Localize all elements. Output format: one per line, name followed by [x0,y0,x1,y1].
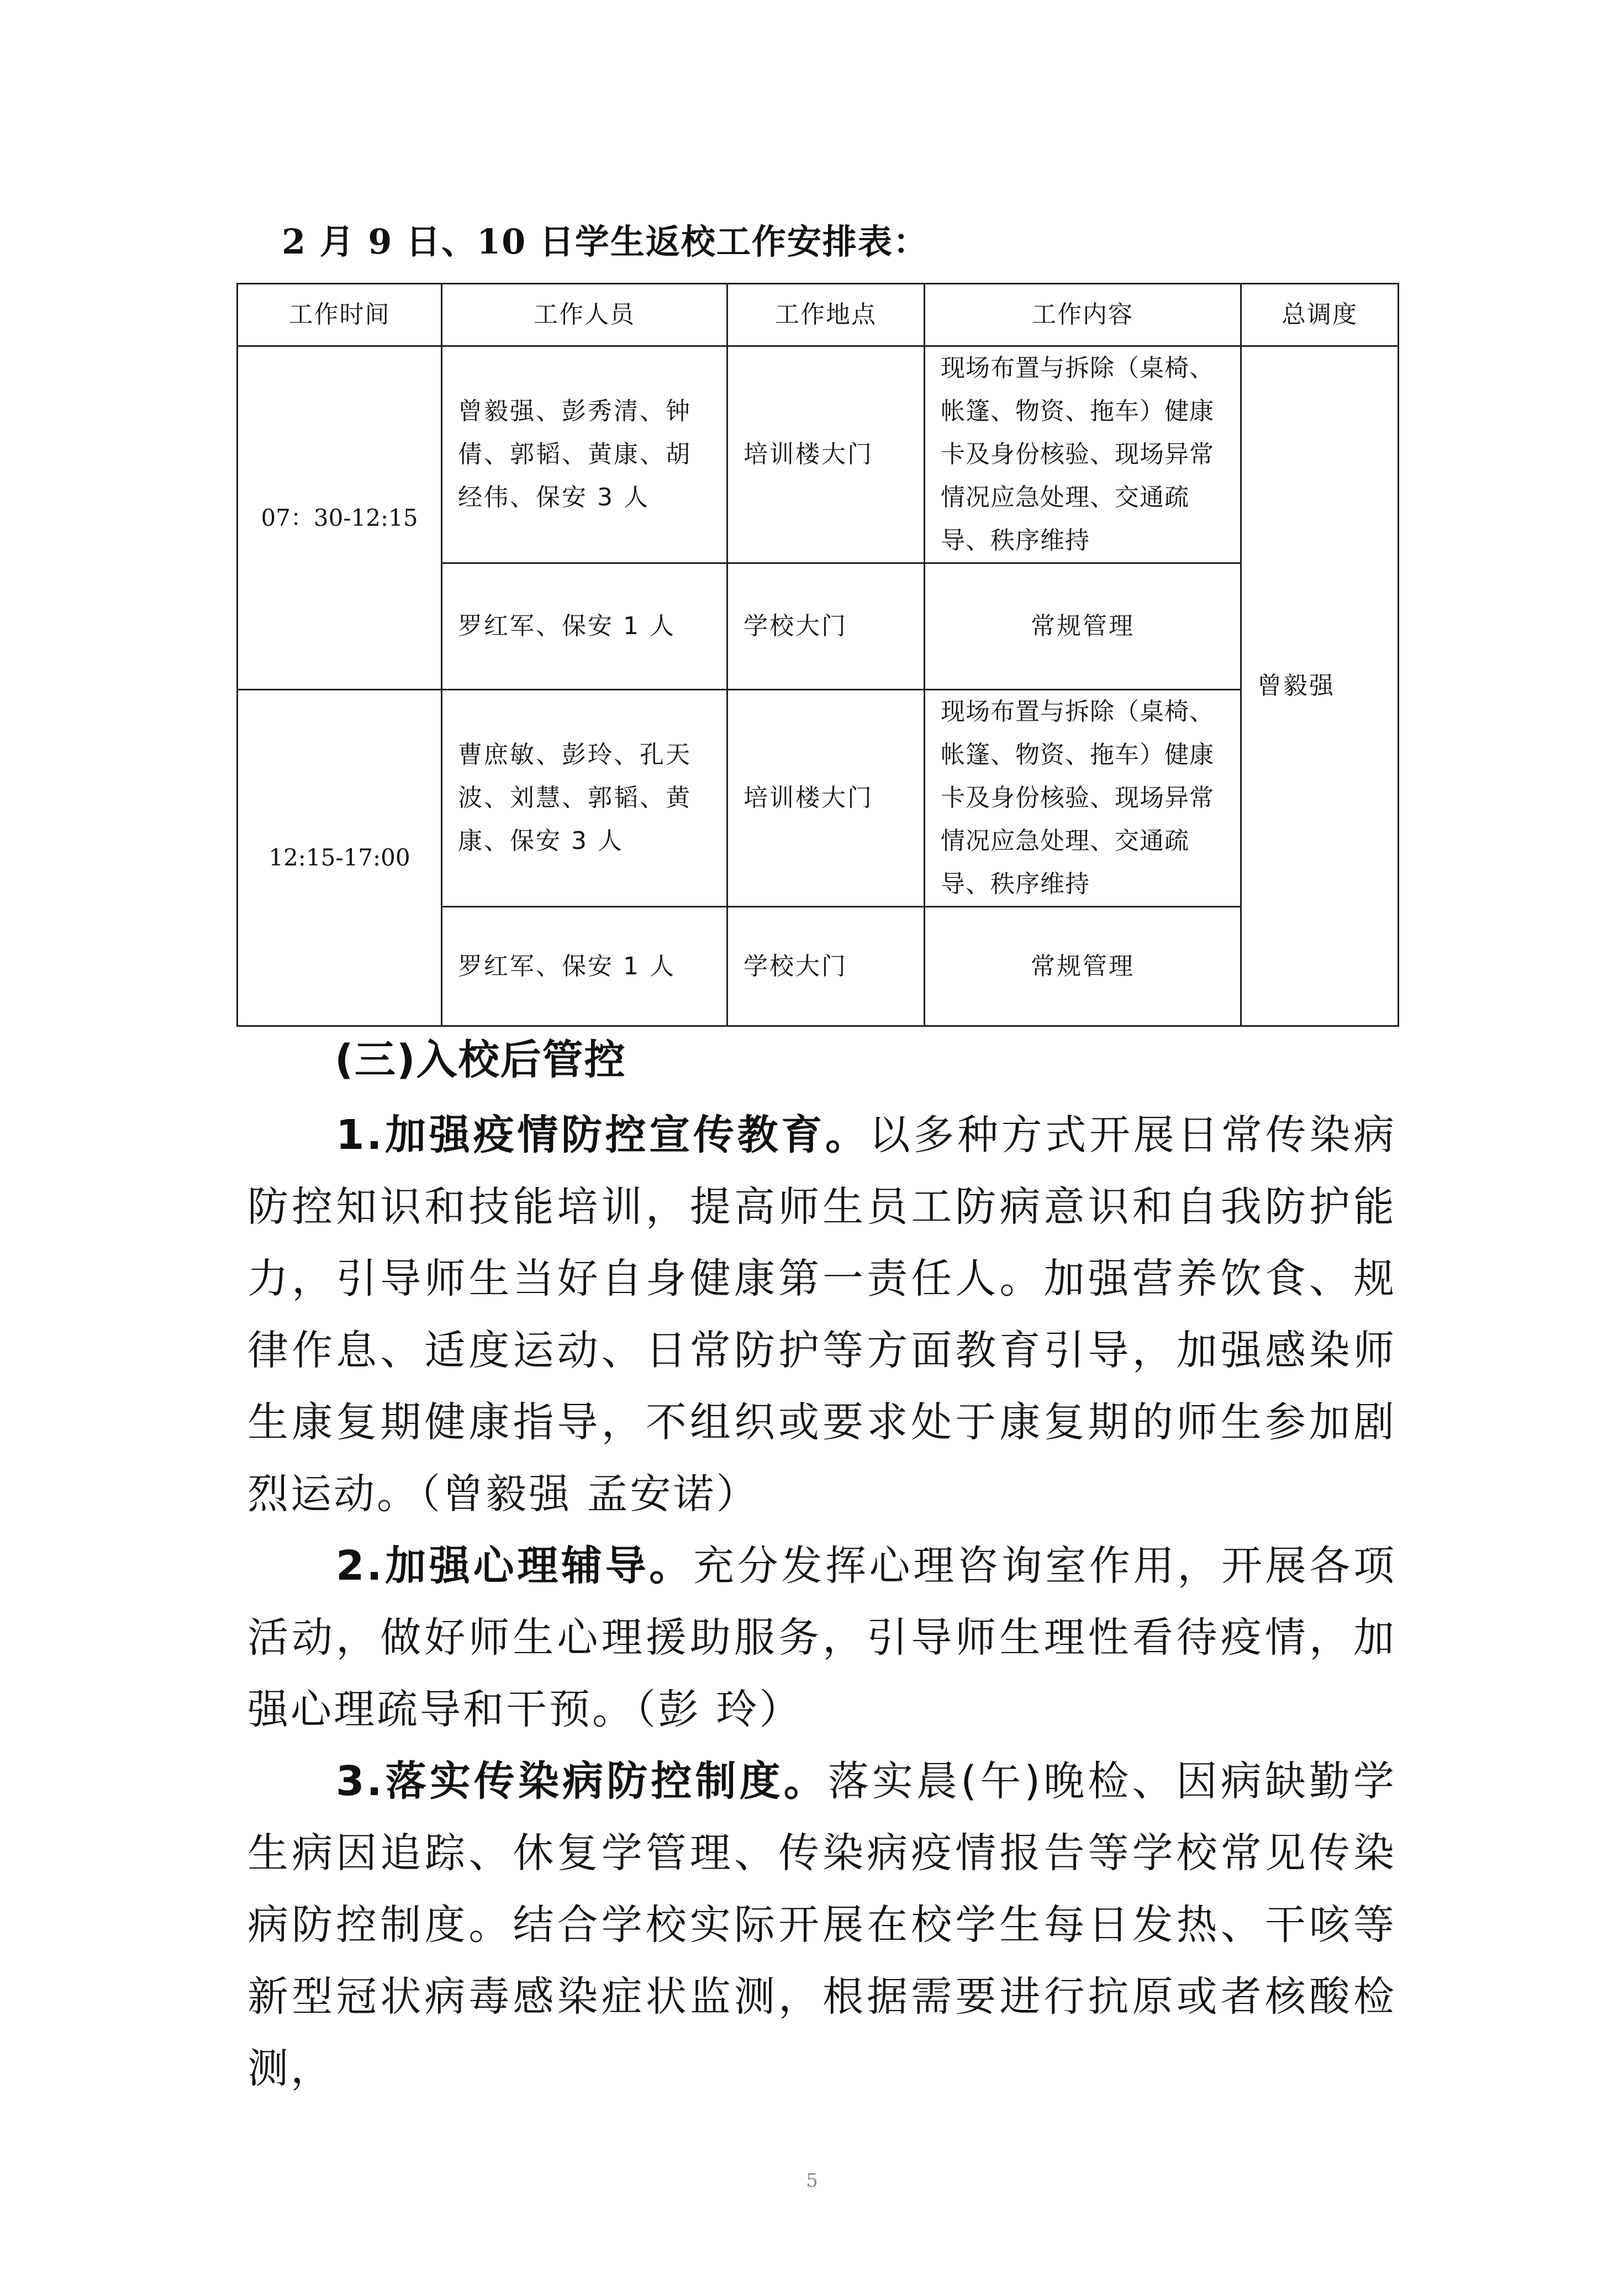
place-cell: 培训楼大门 [727,690,925,907]
header-content: 工作内容 [925,284,1241,346]
table-header-row [238,284,1399,346]
people-cell: 罗红军、保安 1 人 [442,563,727,690]
header-time: 工作时间 [238,284,442,346]
page-number: 5 [806,2170,818,2192]
dispatcher-cell: 曾毅强 [1241,346,1399,1026]
table-row [238,690,1399,907]
table-row [238,346,1399,563]
time-cell: 07：30-12:15 [238,346,442,690]
content-cell: 常规管理 [925,907,1241,1026]
paragraph-text: 落实晨(午)晚检、因病缺勤学生病因追踪、休复学管理、传染病疫情报告等学校常见传染病防控制度。结合学校实际开展在校学生每日发热、干咳等新型冠状病毒感染症状监测，根据需要进行抗原或者核酸检测， [247,1758,1396,2092]
header-dispatcher: 总调度 [1241,284,1399,346]
paragraph-lead: 1.加强疫情防控宣传教育。 [336,1111,869,1159]
table-title: 2 月 9 日、10 日学生返校工作安排表： [282,221,929,262]
place-cell: 学校大门 [727,907,925,1026]
content-cell: 现场布置与拆除（桌椅、帐篷、物资、拖车）健康卡及身份核验、现场异常情况应急处理、交通疏导、秩序维持 [925,690,1241,907]
content-cell: 常规管理 [925,563,1241,690]
place-cell: 培训楼大门 [727,346,925,563]
paragraph-text: 以多种方式开展日常传染病防控知识和技能培训，提高师生员工防病意识和自我防护能力，引导师生当好自身健康第一责任人。加强营养饮食、规律作息、适度运动、日常防护等方面教育引导，加强感染师生康复期健康指导，不组织或要求处于康复期的师生参加剧烈运动。（曾毅强 孟安诺） [247,1111,1397,1518]
paragraph-lead: 2.加强心理辅导。 [336,1542,693,1590]
paragraph-text: 充分发挥心理咨询室作用，开展各项活动，做好师生心理援助服务，引导师生理性看待疫情，加强心理疏导和干预。（彭 玲） [247,1542,1396,1733]
paragraph [247,1099,1396,1530]
people-cell: 曹庶敏、彭玲、孔天波、刘慧、郭韬、黄康、保安 3 人 [442,690,727,907]
people-cell: 罗红军、保安 1 人 [442,907,727,1026]
body-text [247,1099,1396,2104]
place-cell: 学校大门 [727,563,925,690]
time-cell: 12:15-17:00 [238,690,442,1026]
paragraph [247,1745,1396,2104]
header-place: 工作地点 [727,284,925,346]
schedule-table [236,283,1399,1027]
section-heading: (三)入校后管控 [335,1036,626,1084]
header-people: 工作人员 [442,284,727,346]
paragraph-lead: 3.落实传染病防控制度。 [336,1758,828,1805]
people-cell: 曾毅强、彭秀清、钟倩、郭韬、黄康、胡经伟、保安 3 人 [442,346,727,563]
content-cell: 现场布置与拆除（桌椅、帐篷、物资、拖车）健康卡及身份核验、现场异常情况应急处理、交通疏导、秩序维持 [925,346,1241,563]
paragraph [247,1530,1396,1745]
